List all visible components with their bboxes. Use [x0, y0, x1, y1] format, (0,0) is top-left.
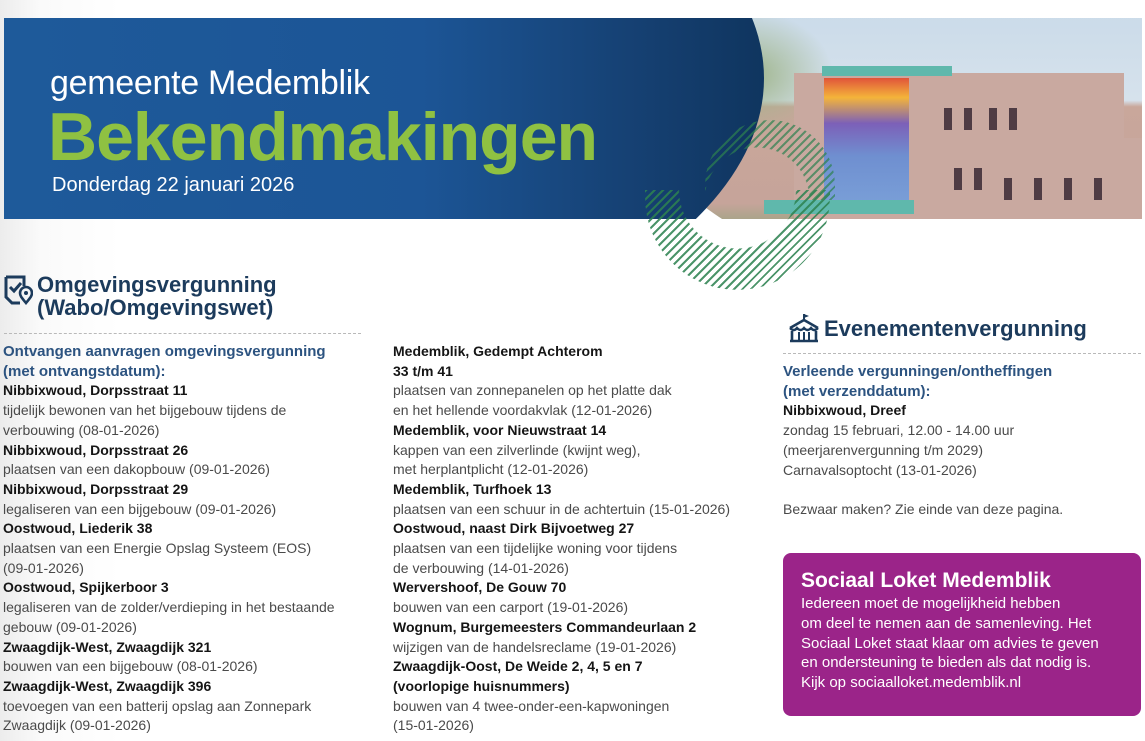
document-location-icon: [3, 273, 33, 303]
sociaal-loket-text: Iedereen moet de mogelijkheid hebben: [801, 595, 1061, 612]
item-description: plaatsen van een Energie Opslag Systeem (EOS): [3, 540, 312, 557]
list-item: [393, 657, 768, 736]
item-description: Zwaagdijk (09-01-2026): [3, 717, 151, 734]
list-item: [3, 480, 373, 519]
list-item: [393, 519, 768, 578]
list-item: [3, 381, 373, 440]
item-location: Nibbixwoud, Dorpsstraat 29: [3, 480, 189, 497]
section-title-line2: (Wabo/Omgevingswet): [37, 295, 274, 320]
item-description: kappen van een zilverlinde (kwijnt weg),: [393, 441, 641, 458]
item-location: Medemblik, Gedempt Achterom: [393, 343, 603, 359]
section-title: Evenementenvergunning: [824, 316, 1087, 341]
item-description: tijdelijk bewonen van het bijgebouw tijdens de: [3, 402, 287, 419]
item-location: Oostwoud, naast Dirk Bijvoetweg 27: [393, 520, 635, 537]
item-location: Zwaagdijk-West, Zwaagdijk 396: [3, 677, 212, 694]
item-description: met herplantplicht (12-01-2026): [393, 461, 589, 478]
subheading: Ontvangen aanvragen omgevingsvergunning: [3, 343, 326, 360]
item-description: wijzigen van de handelsreclame (19-01-2026): [393, 638, 677, 655]
subheading: (met ontvangstdatum):: [3, 362, 166, 380]
list-item: [3, 638, 373, 677]
evenementenvergunning-content: [783, 362, 1143, 520]
omgevingsvergunning-col2: [393, 342, 768, 736]
sociaal-loket-text: Sociaal Loket staat klaar om advies te geven: [801, 634, 1099, 652]
item-location: Medemblik, Turfhoek 13: [393, 480, 552, 497]
item-location: Wervershoof, De Gouw 70: [393, 579, 567, 596]
item-location: Medemblik, voor Nieuwstraat 14: [393, 421, 607, 438]
sociaal-loket-text: en ondersteuning te bieden als dat nodig is.: [801, 654, 1092, 672]
municipality-name: gemeente Medemblik: [50, 64, 370, 102]
item-description: plaatsen van een tijdelijke woning voor tijdens: [393, 540, 678, 557]
objection-note: Bezwaar maken? Zie einde van deze pagina.: [783, 500, 1064, 517]
item-description: (09-01-2026): [3, 559, 84, 576]
sociaal-loket-link[interactable]: Kijk op sociaalloket.medemblik.nl: [801, 674, 1022, 692]
item-location: Nibbixwoud, Dorpsstraat 11: [3, 382, 188, 399]
page-title: Bekendmakingen: [48, 99, 598, 175]
item-description: en het hellende voordakvlak (12-01-2026): [393, 402, 653, 419]
item-location: 33 t/m 41: [393, 362, 453, 379]
item-description: legaliseren van de zolder/verdieping in het bestaande: [3, 599, 335, 616]
item-description: gebouw (09-01-2026): [3, 618, 137, 635]
item-location: (voorlopige huisnummers): [393, 677, 570, 694]
section-title-line1: Omgevingsvergunning: [37, 272, 277, 297]
sociaal-loket-box: [783, 553, 1141, 716]
item-description: bouwen van een bijgebouw (08-01-2026): [3, 658, 258, 675]
omgevingsvergunning-col1: [3, 342, 373, 736]
list-item: [393, 480, 768, 519]
list-item: [3, 578, 373, 637]
list-item: [393, 618, 768, 657]
item-description: Carnavalsoptocht (13-01-2026): [783, 461, 977, 478]
subheading: (met verzenddatum):: [783, 382, 931, 400]
item-location: Oostwoud, Spijkerboor 3: [3, 579, 169, 596]
list-item: [393, 421, 768, 480]
item-description: zondag 15 februari, 12.00 - 14.00 uur: [783, 422, 1015, 439]
sociaal-loket-text: om deel te nemen aan de samenleving. Het: [801, 614, 1092, 632]
item-description: plaatsen van een dakopbouw (09-01-2026): [3, 461, 270, 478]
item-description: bouwen van 4 twee-onder-een-kapwoningen: [393, 697, 670, 714]
section-omgevingsvergunning-heading: [3, 273, 277, 319]
header-banner: [4, 18, 1142, 219]
item-location: Zwaagdijk-Oost, De Weide 2, 4, 5 en 7: [393, 658, 643, 675]
item-location: Wognum, Burgemeesters Commandeurlaan 2: [393, 618, 697, 635]
list-item: [393, 578, 768, 617]
subheading: Verleende vergunningen/ontheffingen: [783, 363, 1053, 380]
item-description: toevoegen van een batterij opslag aan Zonnepark: [3, 697, 312, 714]
item-location: Nibbixwoud, Dorpsstraat 26: [3, 441, 189, 458]
divider: [783, 353, 1141, 354]
item-location: Nibbixwoud, Dreef: [783, 402, 906, 419]
sociaal-loket-title: Sociaal Loket Medemblik: [801, 569, 1051, 592]
publication-date: Donderdag 22 januari 2026: [52, 174, 295, 196]
item-description: (15-01-2026): [393, 717, 474, 734]
item-description: plaatsen van zonnepanelen op het platte dak: [393, 382, 672, 399]
item-description: plaatsen van een schuur in de achtertuin (15-01-2026): [393, 500, 730, 517]
divider: [4, 333, 361, 334]
item-location: Oostwoud, Liederik 38: [3, 520, 153, 537]
item-description: verbouwing (08-01-2026): [3, 421, 160, 438]
circus-tent-icon: [788, 313, 820, 343]
item-description: legaliseren van een bijgebouw (09-01-2026): [3, 500, 277, 517]
item-description: (meerjarenvergunning t/m 2029): [783, 441, 983, 458]
section-evenementenvergunning-heading: [788, 313, 1087, 343]
list-item: [393, 342, 768, 421]
item-description: bouwen van een carport (19-01-2026): [393, 599, 629, 616]
item-location: Zwaagdijk-West, Zwaagdijk 321: [3, 638, 212, 655]
list-item: [3, 441, 373, 480]
list-item: [3, 677, 373, 736]
item-description: de verbouwing (14-01-2026): [393, 559, 569, 576]
decorative-stripes-ring: [645, 190, 830, 290]
list-item: [3, 519, 373, 578]
